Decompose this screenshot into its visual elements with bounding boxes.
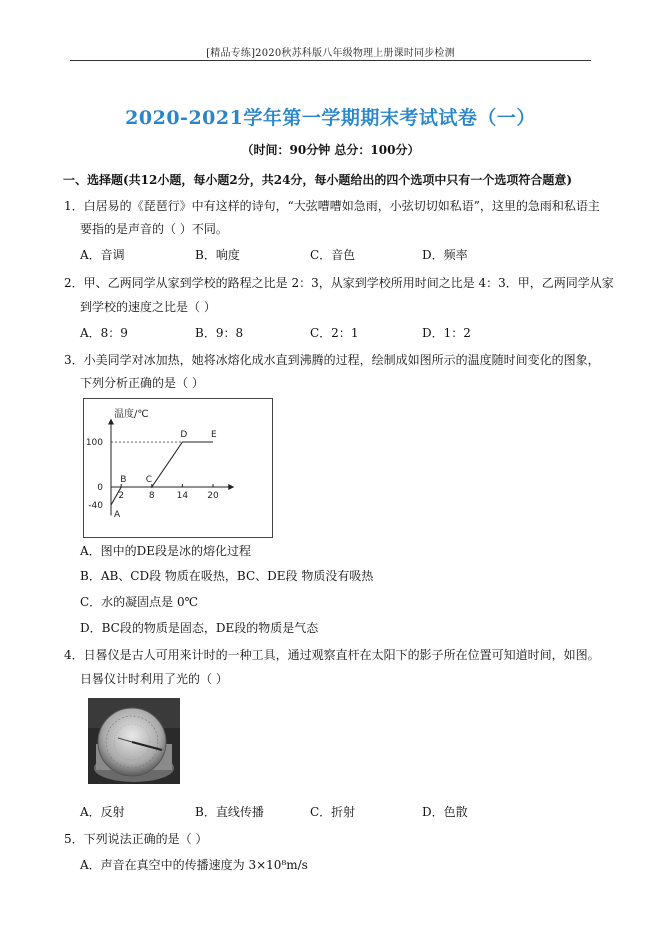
q3-option-c: C．水的凝固点是 0℃ [80,595,199,609]
point-label-e: E [211,430,217,440]
q5-line-1: 5．下列说法正确的是（ ） [64,832,208,846]
q1-option-a: A．音调 [80,248,125,262]
q1-line-2: 要指的是声音的（ ）不同。 [80,222,228,236]
y-axis-label: 温度/℃ [114,409,149,420]
q3-option-a: A．图中的DE段是冰的熔化过程 [80,544,252,558]
q4-option-a: A．反射 [80,805,125,819]
y-tick-label: -40 [88,501,103,511]
q1-option-b: B．响度 [195,248,240,262]
y-tick-label: 100 [85,438,103,448]
graph-frame [84,399,273,538]
x-axis-arrow [228,484,234,490]
exam-subtitle: （时间：90分钟 总分：100分） [241,143,420,157]
q3-line-1: 3．小美同学对冰加热，她将冰熔化成水直到沸腾的过程，绘制成如图所示的温度随时间变化的图象， [64,353,600,367]
point-label-b: B [120,475,127,485]
q4-line-2: 日晷仪计时利用了光的（ ） [80,672,228,686]
q2-option-a: A．8：9 [80,326,128,340]
q2-option-d: D．1：2 [422,326,471,340]
point-label-c: C [145,475,153,485]
q2-line-2: 到学校的速度之比是（ ） [80,300,216,314]
q3-line-2: 下列分析正确的是（ ） [80,376,204,390]
temperature-line [111,442,213,505]
q2-line-1: 2．甲、乙两同学从家到学校的路程之比是 2：3，从家到学校所用时间之比是 4：3．甲，乙两同学从家 [64,276,614,290]
x-tick-label: 14 [176,491,189,501]
exam-title: 2020-2021学年第一学期期末考试试卷（一） [125,107,536,129]
sundial-photo [88,698,180,784]
point-label-d: D [180,430,188,440]
section-heading: 一、选择题(共12小题，每小题2分，共24分，每小题给出的四个选项中只有一个选项符合题意) [63,173,573,187]
q4-option-c: C．折射 [310,805,356,819]
q2-option-b: B．9：8 [195,326,244,340]
q1-line-1: 1．白居易的《琵琶行》中有这样的诗句，“大弦嘈嘈如急雨，小弦切切如私语”，这里的急雨和私语主 [64,199,600,213]
q5-option-a: A．声音在真空中的传播速度为 3×10⁸m/s [80,858,308,872]
q4-option-d: D．色散 [422,805,468,819]
q1-option-d: D．频率 [422,248,468,262]
x-tick-label: 8 [148,491,155,501]
q3-option-d: D．BC段的物质是固态，DE段的物质是气态 [80,621,319,635]
x-tick-label: 2 [118,491,125,501]
q1-option-c: C．音色 [310,248,356,262]
q3-option-b: B．AB、CD段 物质在吸热，BC、DE段 物质没有吸热 [80,569,374,583]
header-divider [70,60,591,61]
x-tick-label: 20 [207,491,219,501]
temperature-time-graph [83,398,273,538]
q2-option-c: C．2：1 [310,326,359,340]
y-tick-label: 0 [97,483,103,493]
page-header: [精品专练]2020秋苏科版八年级物理上册课时同步检测 [206,48,455,59]
q4-option-b: B．直线传播 [195,805,264,819]
q4-line-1: 4．日晷仪是古人可用来计时的一种工具，通过观察直杆在太阳下的影子所在位置可知道时间，如图。 [64,648,600,662]
point-label-a: A [114,510,121,520]
